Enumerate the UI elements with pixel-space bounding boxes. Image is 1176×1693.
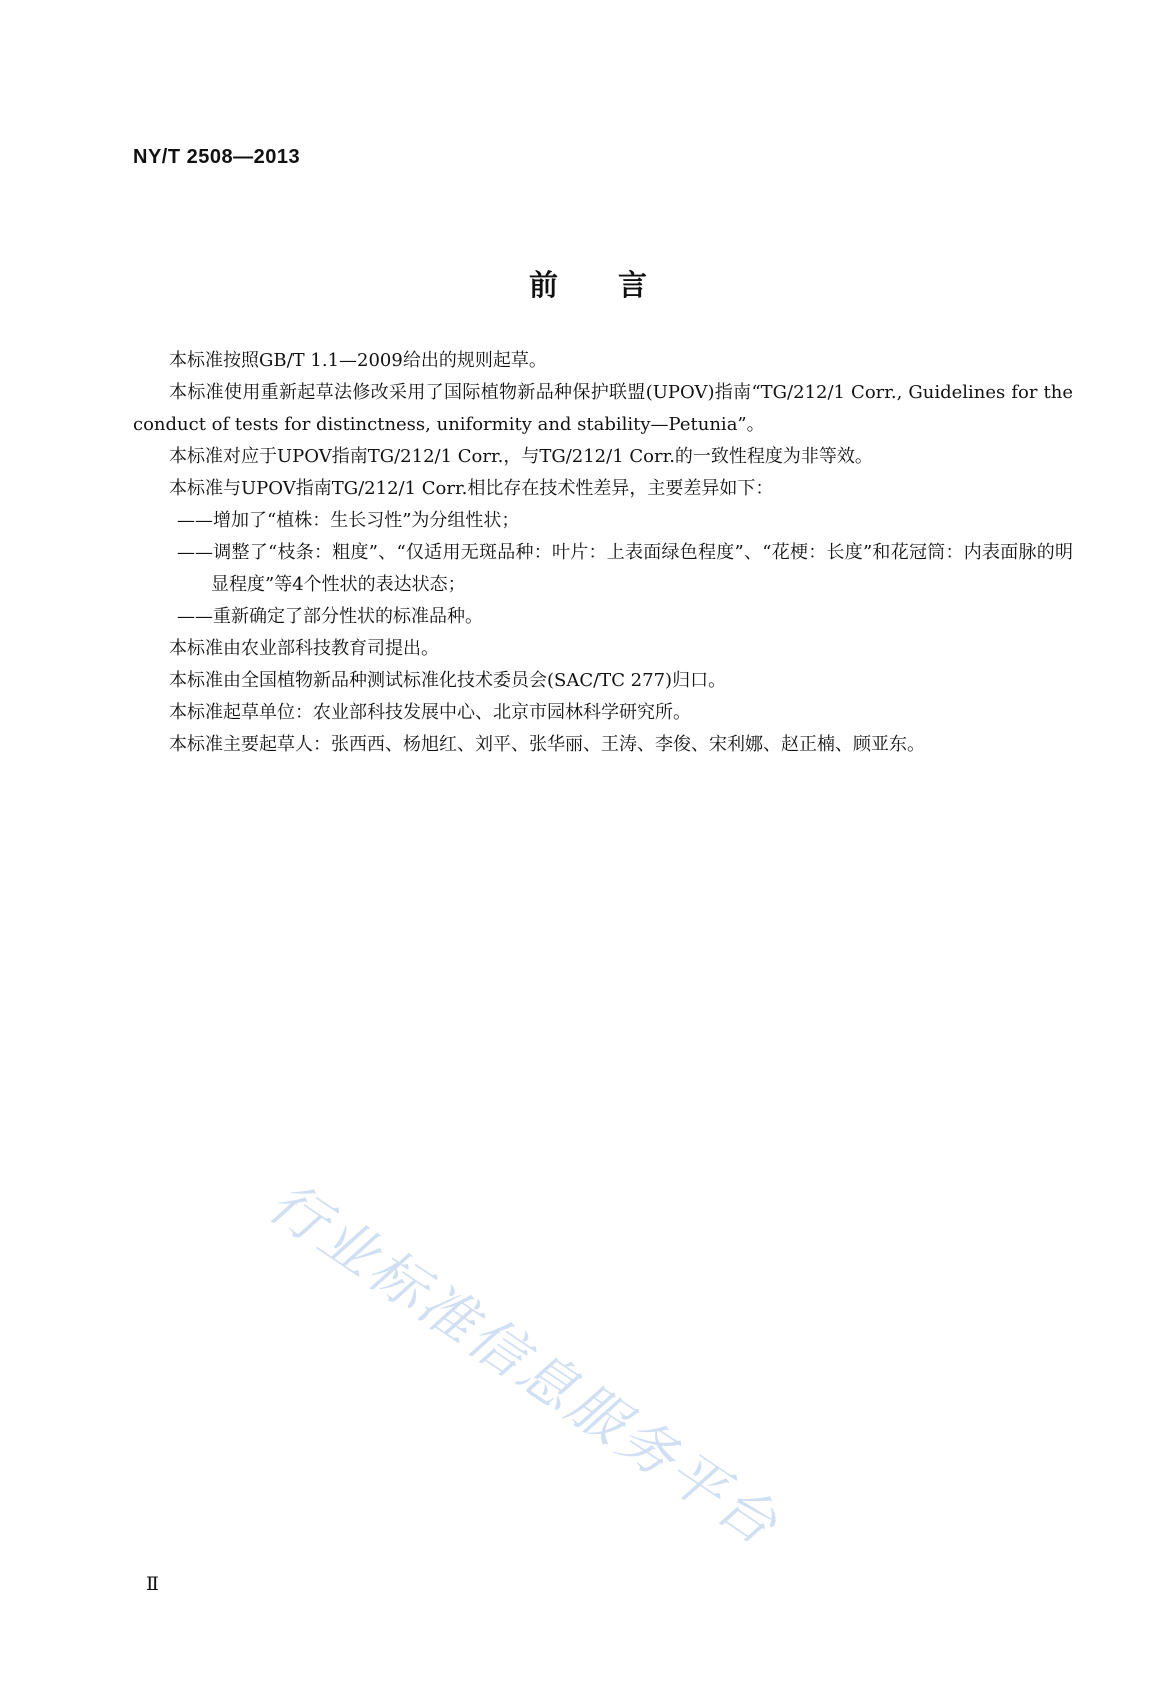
paragraph: 本标准与UPOV指南TG/212/1 Corr.相比存在技术性差异，主要差异如下： <box>169 478 774 499</box>
page-number: Ⅱ <box>146 1573 159 1595</box>
paragraph: 本标准按照GB/T 1.1—2009给出的规则起草。 <box>169 350 547 371</box>
paragraph: 本标准起草单位：农业部科技发展中心、北京市园林科学研究所。 <box>169 702 691 723</box>
paragraph: 本标准由农业部科技教育司提出。 <box>169 638 439 659</box>
paragraph: 本标准由全国植物新品种测试标准化技术委员会(SAC/TC 277)归口。 <box>169 670 727 691</box>
page-title: 前言 <box>528 268 707 302</box>
paragraph: 本标准主要起草人：张西西、杨旭红、刘平、张华丽、王涛、李俊、宋利娜、赵正楠、顾亚东。 <box>169 734 925 755</box>
difference-item: ——增加了“植株：生长习性”为分组性状； <box>177 510 520 531</box>
difference-item: ——重新确定了部分性状的标准品种。 <box>177 606 483 627</box>
standard-code: NY/T 2508—2013 <box>133 146 301 168</box>
paragraph: 本标准对应于UPOV指南TG/212/1 Corr.，与TG/212/1 Corr.的一致性程度为非等效。 <box>169 446 873 467</box>
foreword-body <box>133 345 1073 761</box>
watermark: 行业标准信息服务平台 <box>256 1169 791 1560</box>
difference-item: ——调整了“枝条：粗度”、“仅适用无斑品种：叶片：上表面绿色程度”、“花梗：长度”和花冠筒：内表面脉的明显程度”等4个性状的表达状态； <box>177 542 1073 595</box>
paragraph: 本标准使用重新起草法修改采用了国际植物新品种保护联盟(UPOV)指南“TG/212/1 Corr., Guidelines for the conduct of tests for distinctness, uniformity and stability—Petunia”。 <box>133 382 1073 435</box>
